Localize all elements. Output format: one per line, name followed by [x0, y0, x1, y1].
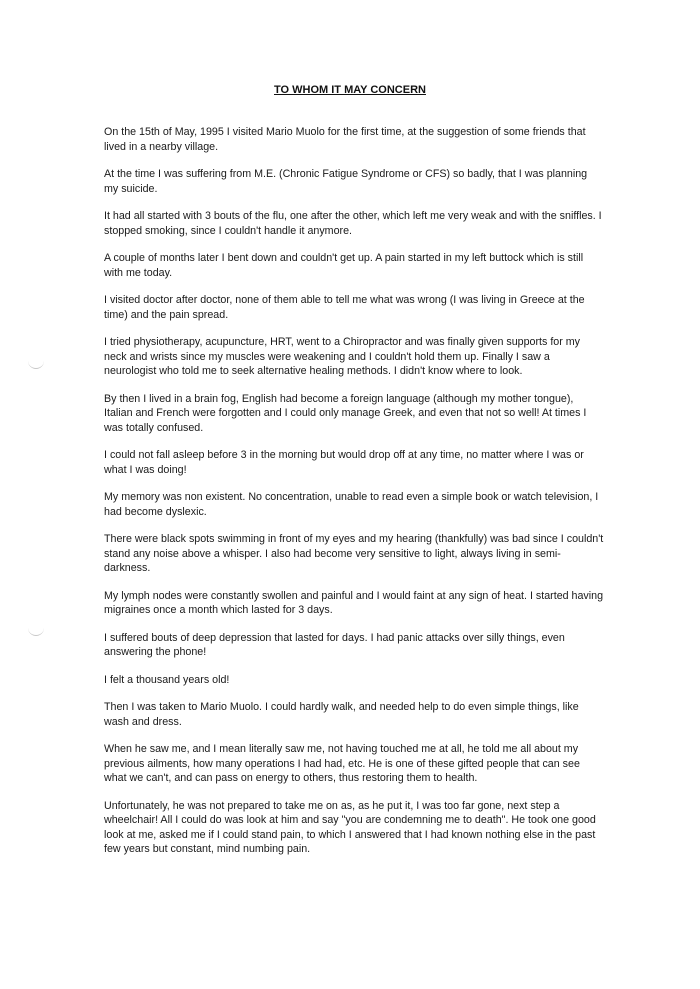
paragraph-11: My lymph nodes were constantly swollen and painful and I would faint at any sign of heat. I started having migraines once a month which lasted for 3 days.: [104, 589, 604, 616]
paragraph-2: At the time I was suffering from M.E. (Chronic Fatigue Syndrome or CFS) so badly, that I was planning my suicide.: [104, 168, 588, 195]
paragraph-1: On the 15th of May, 1995 I visited Mario Muolo for the first time, at the suggestion of some friends that lived in a nearby village.: [104, 126, 586, 153]
paragraph-10: There were black spots swimming in front of my eyes and my hearing (thankfully) was bad since I couldn't stand any noise above a whisper. I also had become very sensitive to light, always living in semi-darkness.: [104, 533, 604, 574]
paragraph-5: I visited doctor after doctor, none of them able to tell me what was wrong (I was living in Greece at the time) and the pain spread.: [104, 294, 585, 321]
paragraph-14: Then I was taken to Mario Muolo. I could hardly walk, and needed help to do even simple things, like wash and dress.: [104, 701, 579, 728]
punch-hole-mark: [28, 358, 44, 369]
paragraph-4: A couple of months later I bent down and couldn't get up. A pain started in my left buttock which is still with me today.: [104, 252, 584, 279]
letter-body: [104, 125, 604, 870]
paragraph-15: When he saw me, and I mean literally saw me, not having touched me at all, he told me all about my previous ailments, how many operations I had had, etc. He is one of these gifted people that can see what we can't, and can pass on energy to others, thus restoring them to health.: [104, 743, 580, 784]
paragraph-6: I tried physiotherapy, acupuncture, HRT, went to a Chiropractor and was finally given supports for my neck and wrists since my muscles were weakening and I couldn't hold them up. Finally I saw a neurologist who told me to seek alternative healing methods. I didn't know where to look.: [104, 336, 581, 377]
paragraph-7: By then I lived in a brain fog, English had become a foreign language (although my mother tongue), Italian and French were forgotten and I could only manage Greek, and even that not so well! At times I was totally confused.: [104, 392, 587, 434]
paragraph-13: I felt a thousand years old!: [104, 673, 230, 686]
paragraph-8: I could not fall asleep before 3 in the morning but would drop off at any time, no matter where I was or what I was doing!: [104, 449, 584, 476]
paragraph-9: My memory was non existent. No concentration, unable to read even a simple book or watch television, I had become dyslexic.: [104, 491, 599, 518]
letter-title: TO WHOM IT MAY CONCERN: [274, 84, 426, 96]
paragraph-3: It had all started with 3 bouts of the flu, one after the other, which left me very weak and with the sniffles. I stopped smoking, since I couldn't handle it anymore.: [104, 210, 602, 237]
punch-hole-mark: [28, 625, 44, 636]
paragraph-12: I suffered bouts of deep depression that lasted for days. I had panic attacks over silly things, even answering the phone!: [104, 631, 565, 658]
paragraph-16: Unfortunately, he was not prepared to take me on as, as he put it, I was too far gone, next step a wheelchair! All I could do was look at him and say "you are condemning me to death". He took one good look at me, asked me if I could stand pain, to which I answered that I had known nothing else in the past few years but constant, mind numbing pain.: [104, 799, 596, 855]
